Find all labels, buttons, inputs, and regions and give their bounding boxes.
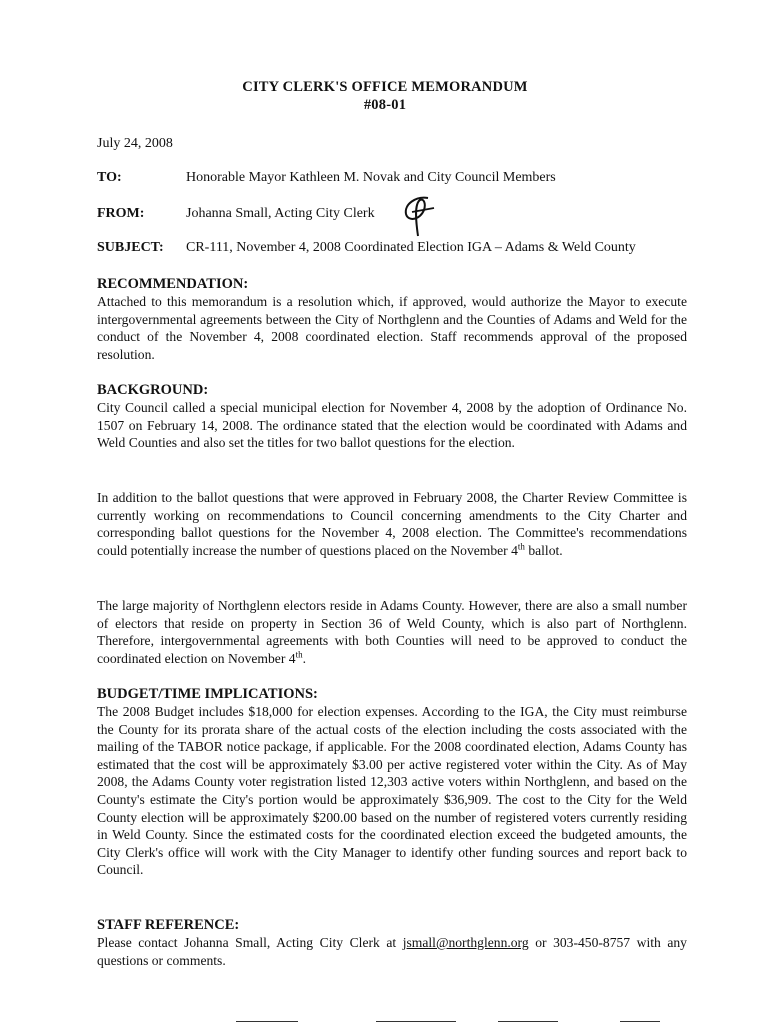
recommendation-heading: RECOMMENDATION: [97, 276, 249, 292]
background-heading: BACKGROUND: [97, 382, 209, 398]
footer-rule [498, 1021, 558, 1022]
staff-reference-text-end: or 303-450-8757 with any questions or comments. [97, 935, 687, 968]
background-paragraph-1: City Council called a special municipal election for November 4, 2008 by the adoption of Ordinance No. 1507 on February 14, 2008. The ordinance stated that the election would be coordinated with Adams and Weld Counties and also set the titles for two ballot questions for the election. [97, 400, 687, 451]
from-label: FROM: [97, 206, 145, 221]
signature-initials [398, 192, 438, 240]
staff-reference-heading: STAFF REFERENCE: [97, 917, 240, 933]
budget-text: The 2008 Budget includes $18,000 for election expenses. According to the IGA, the City must reimburse the County for its prorata share of the actual costs of the election including the costs associated with the mailing of the TABOR notice package, if applicable. For the 2008 coordinated election, Adams County has estimated that the cost will be approximately $3.00 per active registered voter within the City. As of May 2008, the Adams County voter registration listed 12,303 active voters within Northglenn, and based on the County's estimate the City's portion would be approximately $36,909. The cost to the City for the Weld County election will be approximately $200.00 based on the number of registered voters currently residing in Weld County. Since the estimated costs for the coordinated election exceed the budgeted amounts, the City Clerk's office will work with the City Manager to identify other funding sources and report back to Council. [97, 704, 687, 878]
background-paragraph-2-text: In addition to the ballot questions that were approved in February 2008, the Charter Review Committee is currently working on recommendations to Council concerning amendments to the City Charter and corresponding ballot questions for the November 4, 2008 election. The Committee's recommendations could potentially increase the number of questions placed on the November 4 [97, 490, 687, 558]
ordinal-suffix: th [517, 541, 525, 552]
memo-date: July 24, 2008 [97, 136, 173, 151]
subject-value: CR-111, November 4, 2008 Coordinated Election IGA – Adams & Weld County [186, 240, 636, 255]
from-value: Johanna Small, Acting City Clerk [186, 206, 375, 221]
background-paragraph-3-end: . [302, 650, 306, 666]
budget-heading: BUDGET/TIME IMPLICATIONS: [97, 686, 318, 702]
to-label: TO: [97, 170, 122, 185]
staff-reference-text-start: Please contact Johanna Small, Acting City Clerk at [97, 935, 403, 950]
recommendation-text: Attached to this memorandum is a resolution which, if approved, would authorize the Mayor to execute intergovernmental agreements between the City of Northglenn and the Counties of Adams and Weld for the conduct of the November 4, 2008 coordinated election. Staff recommends approval of the proposed resolution. [97, 294, 687, 362]
memo-number: #08-01 [363, 97, 407, 113]
footer-rule [376, 1021, 456, 1022]
subject-label: SUBJECT: [97, 240, 164, 255]
email-link[interactable]: jsmall@northglenn.org [402, 935, 529, 950]
background-paragraph-3 [97, 597, 687, 667]
ordinal-suffix: th [295, 649, 303, 660]
footer-rule [236, 1021, 298, 1022]
background-paragraph-2 [97, 489, 687, 559]
footer-rule [620, 1021, 660, 1022]
background-paragraph-3-text: The large majority of Northglenn electors reside in Adams County. However, there are also a small number of electors that reside on property in Section 36 of Weld County, which is also part of Northglenn. Therefore, intergovernmental agreements with both Counties will need to be approved to conduct the coordinated election on November 4 [97, 598, 687, 666]
to-value: Honorable Mayor Kathleen M. Novak and City Council Members [186, 170, 556, 185]
background-paragraph-2-end: ballot. [524, 542, 563, 558]
memo-title: CITY CLERK'S OFFICE MEMORANDUM [242, 79, 528, 95]
staff-reference-text [97, 934, 687, 969]
